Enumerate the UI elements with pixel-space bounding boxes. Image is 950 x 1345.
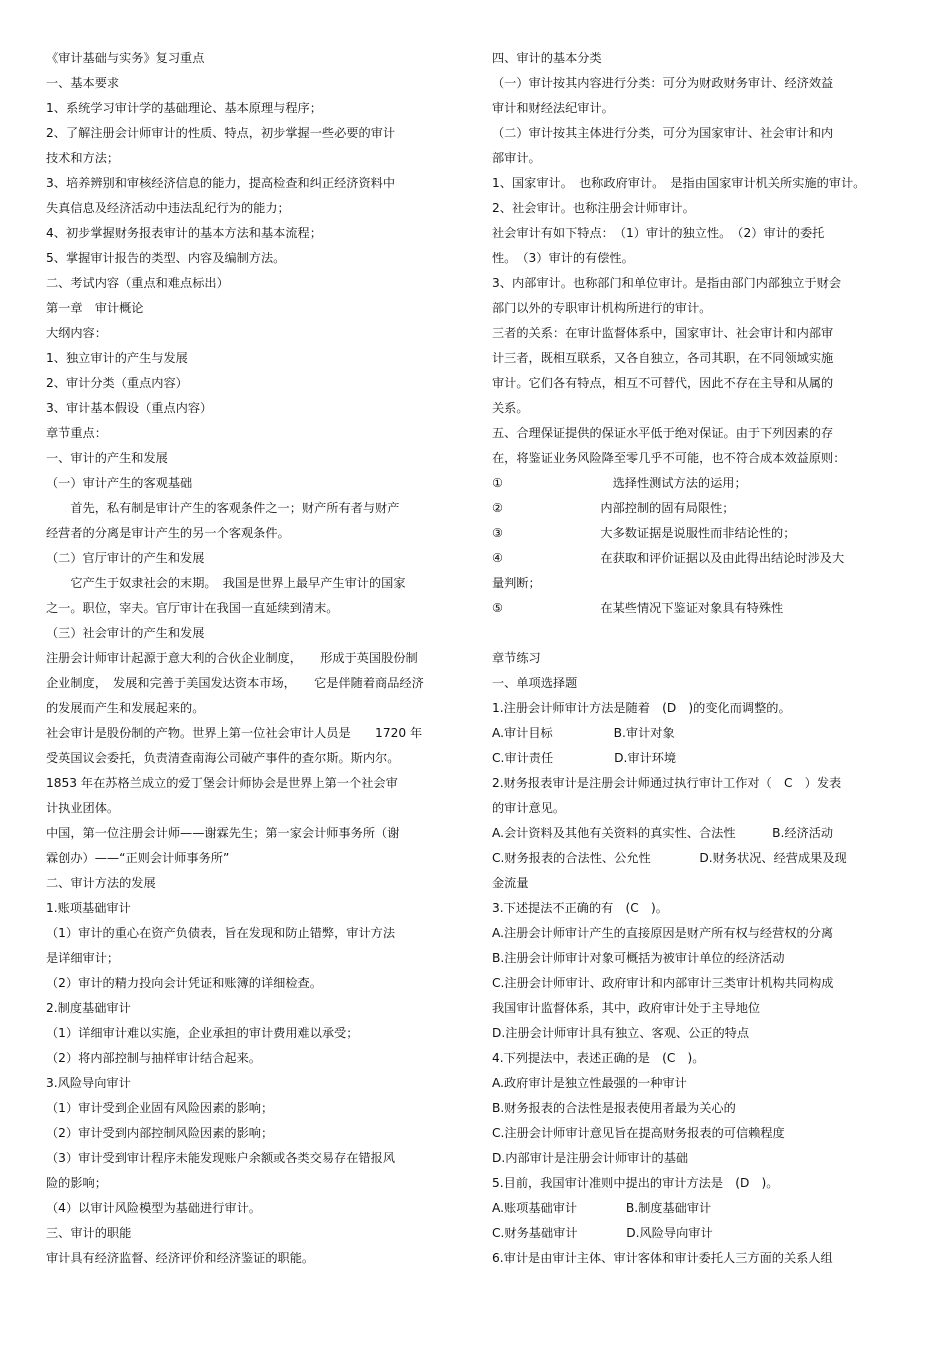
right-column-line: 2、社会审计。也称注册会计师审计。 <box>492 201 695 215</box>
left-column-line: 一、审计的产生和发展 <box>46 451 168 465</box>
right-column-line: B.注册会计师审计对象可概括为被审计单位的经济活动 <box>492 951 785 965</box>
right-column-line: ② 内部控制的固有局限性； <box>492 501 735 515</box>
right-column-line: 1.注册会计师审计方法是随着 (D )的变化而调整的。 <box>492 701 791 715</box>
right-column-line: 计三者，既相互联系，又各自独立，各司其职，在不同领域实施 <box>492 351 834 365</box>
right-column-line: 审计。它们各有特点，相互不可替代，因此不存在主导和从属的 <box>492 376 834 390</box>
left-column-line: （3）审计受到审计程序未能发现账户余额或各类交易存在错报风 <box>46 1151 396 1165</box>
left-column-line: 企业制度， 发展和完善于美国发达资本市场， 它是伴随着商品经济 <box>46 676 424 690</box>
right-column-line: 三者的关系：在审计监督体系中，国家审计、社会审计和内部审 <box>492 326 834 340</box>
right-column-line: 2.财务报表审计是注册会计师通过执行审计工作对（ C ）发表 <box>492 776 842 790</box>
left-column-line: 二、审计方法的发展 <box>46 876 156 890</box>
right-column-line: C.财务报表的合法性、公允性 D.财务状况、经营成果及现 <box>492 851 847 865</box>
right-column-line: A.审计目标 B.审计对象 <box>492 726 675 740</box>
right-column-line: 关系。 <box>492 401 529 415</box>
right-column-line: A.账项基础审计 B.制度基础审计 <box>492 1201 712 1215</box>
left-column-line: （一）审计产生的客观基础 <box>46 476 193 490</box>
left-column-line: 章节重点： <box>46 426 107 440</box>
right-column-line: 性。 （3）审计的有偿性。 <box>492 251 634 265</box>
right-column-line: 量判断； <box>492 576 541 590</box>
right-column-line: 部审计。 <box>492 151 541 165</box>
left-column-line: （二）官厅审计的产生和发展 <box>46 551 205 565</box>
left-column-line: 《审计基础与实务》复习重点 <box>46 51 205 65</box>
left-column-line: （1）审计的重心在资产负债表，旨在发现和防止错弊，审计方法 <box>46 926 396 940</box>
left-column-line: 1.账项基础审计 <box>46 901 131 915</box>
right-column-line: 我国审计监督体系，其中，政府审计处于主导地位 <box>492 1001 761 1015</box>
left-column-line: （2）审计的精力投向会计凭证和账簿的详细检查。 <box>46 976 322 990</box>
right-column-line: 四、审计的基本分类 <box>492 51 602 65</box>
right-column-line: 3.下述提法不正确的有 (C )。 <box>492 901 668 915</box>
left-column-line: 经营者的分离是审计产生的另一个客观条件。 <box>46 526 290 540</box>
left-column-line: 霖创办）——“正则会计师事务所” <box>46 851 230 865</box>
right-column-line: 金流量 <box>492 876 529 890</box>
right-column-line <box>492 621 902 646</box>
left-column-line: 受英国议会委托，负责清查南海公司破产事件的查尔斯。斯内尔。 <box>46 751 400 765</box>
right-column-line: 部门以外的专职审计机构所进行的审计。 <box>492 301 712 315</box>
left-column-line: 第一章 审计概论 <box>46 301 144 315</box>
left-column-line: 险的影响； <box>46 1176 107 1190</box>
left-column-line: 中国，第一位注册会计师——谢霖先生；第一家会计师事务所（谢 <box>46 826 400 840</box>
left-column-line: 1853 年在苏格兰成立的爱丁堡会计师协会是世界上第一个社会审 <box>46 776 398 790</box>
left-column-line: 大纲内容： <box>46 326 107 340</box>
left-column-line: 3、培养辨别和审核经济信息的能力，提高检查和纠正经济资料中 <box>46 176 396 190</box>
left-column-line: 4、初步掌握财务报表审计的基本方法和基本流程； <box>46 226 322 240</box>
right-column-line: 五、合理保证提供的保证水平低于绝对保证。由于下列因素的存 <box>492 426 834 440</box>
left-column-line: 计执业团体。 <box>46 801 120 815</box>
right-column-line: D.注册会计师审计具有独立、客观、公正的特点 <box>492 1026 750 1040</box>
left-column-line: 之一。职位，宰夫。官厅审计在我国一直延续到清末。 <box>46 601 339 615</box>
left-column-line: （4）以审计风险模型为基础进行审计。 <box>46 1201 261 1215</box>
left-column-line: 审计具有经济监督、经济评价和经济鉴证的职能。 <box>46 1251 315 1265</box>
right-column-line: C.注册会计师审计意见旨在提高财务报表的可信赖程度 <box>492 1126 785 1140</box>
left-column-line: 1、独立审计的产生与发展 <box>46 351 188 365</box>
left-column-line: 的发展而产生和发展起来的。 <box>46 701 205 715</box>
left-column-line: （1）详细审计难以实施，企业承担的审计费用难以承受； <box>46 1026 359 1040</box>
right-column-line: 4.下列提法中，表述正确的是 (C )。 <box>492 1051 705 1065</box>
left-column-line: （1）审计受到企业固有风险因素的影响； <box>46 1101 274 1115</box>
left-column-line: 2.制度基础审计 <box>46 1001 131 1015</box>
left-column-line: 技术和方法； <box>46 151 120 165</box>
right-column-line: C.财务基础审计 D.风险导向审计 <box>492 1226 713 1240</box>
right-column-line: 审计和财经法纪审计。 <box>492 101 614 115</box>
right-column <box>492 46 902 1271</box>
left-column-line: 三、审计的职能 <box>46 1226 132 1240</box>
left-column-line: 注册会计师审计起源于意大利的合伙企业制度， 形成于英国股份制 <box>46 651 418 665</box>
left-column-line: （三）社会审计的产生和发展 <box>46 626 205 640</box>
left-column-line: （2）审计受到内部控制风险因素的影响； <box>46 1126 274 1140</box>
right-column-line: 3、内部审计。也称部门和单位审计。是指由部门内部独立于财会 <box>492 276 842 290</box>
right-column-line: ④ 在获取和评价证据以及由此得出结论时涉及大 <box>492 551 845 565</box>
right-column-line: （一）审计按其内容进行分类：可分为财政财务审计、经济效益 <box>492 76 834 90</box>
right-column-line: 在，将鉴证业务风险降至零几乎不可能，也不符合成本效益原则： <box>492 451 846 465</box>
left-column-line: 二、考试内容（重点和难点标出） <box>46 276 229 290</box>
right-column-line: ③ 大多数证据是说服性而非结论性的； <box>492 526 796 540</box>
left-column-line: 失真信息及经济活动中违法乱纪行为的能力； <box>46 201 290 215</box>
left-column-line: 一、基本要求 <box>46 76 120 90</box>
left-column-line: 5、掌握审计报告的类型、内容及编制方法。 <box>46 251 286 265</box>
right-column-line: D.内部审计是注册会计师审计的基础 <box>492 1151 689 1165</box>
right-column-line: A.政府审计是独立性最强的一种审计 <box>492 1076 687 1090</box>
left-column-line: 2、了解注册会计师审计的性质、特点，初步掌握一些必要的审计 <box>46 126 396 140</box>
left-column-line: 是详细审计； <box>46 951 120 965</box>
right-column-line: A.注册会计师审计产生的直接原因是财产所有权与经营权的分离 <box>492 926 834 940</box>
left-column-line: 首先，私有制是审计产生的客观条件之一；财产所有者与财产 <box>46 501 400 515</box>
right-column-line: C.审计责任 D.审计环境 <box>492 751 677 765</box>
right-column-line: 6.审计是由审计主体、审计客体和审计委托人三方面的关系人组 <box>492 1251 833 1265</box>
right-column-line: ① 选择性测试方法的运用； <box>492 476 747 490</box>
right-column-line: 社会审计有如下特点： （1）审计的独立性。 （2）审计的委托 <box>492 226 825 240</box>
left-column-line: 2、审计分类（重点内容） <box>46 376 188 390</box>
left-column-line: 社会审计是股份制的产物。世界上第一位社会审计人员是 1720 年 <box>46 726 423 740</box>
left-column-line: 它产生于奴隶社会的末期。 我国是世界上最早产生审计的国家 <box>46 576 406 590</box>
right-column-line: 5.目前，我国审计准则中提出的审计方法是 (D )。 <box>492 1176 779 1190</box>
right-column-line: ⑤ 在某些情况下鉴证对象具有特殊性 <box>492 601 784 615</box>
right-column-line: 1、国家审计。 也称政府审计。 是指由国家审计机关所实施的审计。 <box>492 176 866 190</box>
left-column <box>46 46 466 1271</box>
right-column-line: A.会计资料及其他有关资料的真实性、合法性 B.经济活动 <box>492 826 834 840</box>
right-column-line: 一、单项选择题 <box>492 676 578 690</box>
right-column-line: B.财务报表的合法性是报表使用者最为关心的 <box>492 1101 736 1115</box>
right-column-line: （二）审计按其主体进行分类，可分为国家审计、社会审计和内 <box>492 126 834 140</box>
right-column-line: C.注册会计师审计、政府审计和内部审计三类审计机构共同构成 <box>492 976 834 990</box>
left-column-line: 3.风险导向审计 <box>46 1076 131 1090</box>
left-column-line: 1、系统学习审计学的基础理论、基本原理与程序； <box>46 101 322 115</box>
left-column-line: 3、审计基本假设（重点内容） <box>46 401 213 415</box>
right-column-line: 的审计意见。 <box>492 801 566 815</box>
left-column-line: （2）将内部控制与抽样审计结合起来。 <box>46 1051 261 1065</box>
right-column-line: 章节练习 <box>492 651 541 665</box>
